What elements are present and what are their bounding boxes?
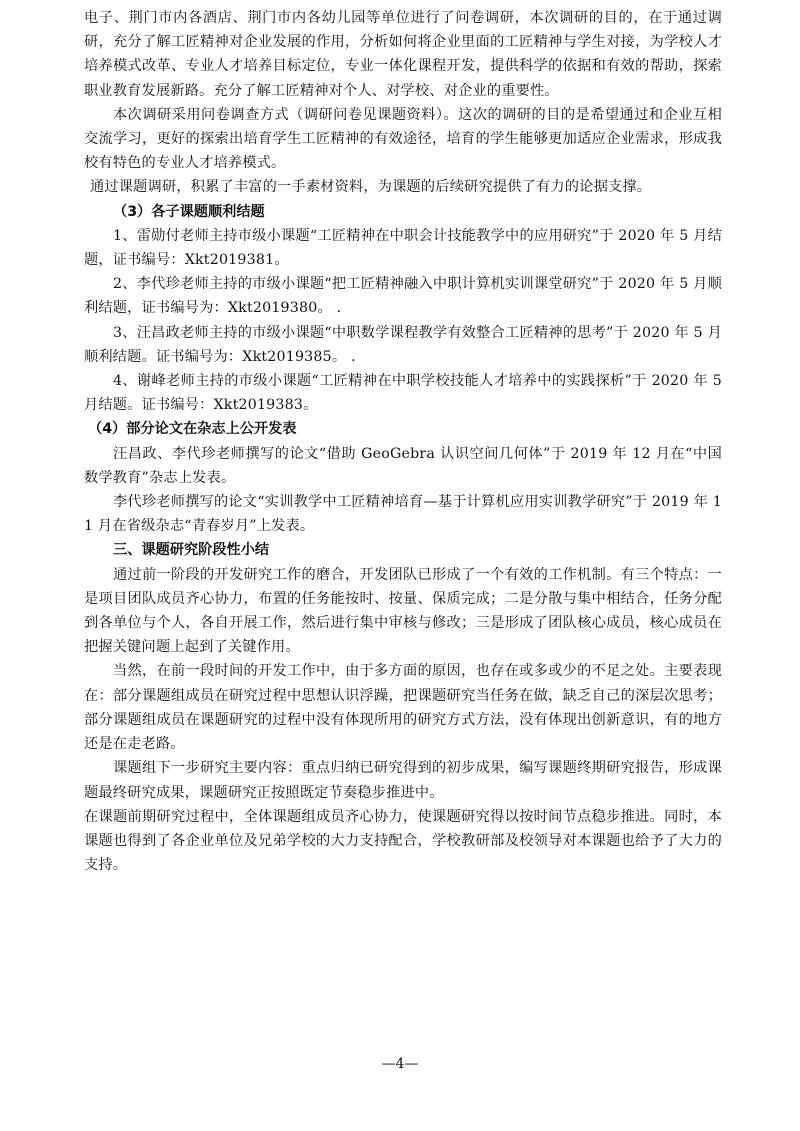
- paragraph-summary-mechanism: 通过前一阶段的开发研究工作的磨合，开发团队已形成了一个有效的工作机制。有三个特点：一是项目团队成员齐心协力，布置的任务能按时、按量、保质完成；二是分散与集中相结合，任务分配到各单位与个人，各自开展工作，然后进行集中审核与修改；三是形成了团队核心成员，核心成员在把握关键问题上起到了关键作用。: [84, 566, 722, 656]
- list-item-subtopic-4: 4、谢峰老师主持的市级小课题“工匠精神在中职学校技能人才培养中的实践探析”于 2020 年 5 月结题。证书编号：Xkt2019383。: [84, 373, 722, 414]
- paragraph-summary-shortcomings: 当然，在前一段时间的开发工作中，由于多方面的原因，也存在或多或少的不足之处。主要表现在：部分课题组成员在研究过程中思想认识浮躁，把课题研究当任务在做，缺乏自己的深层次思考；部分课题组成员在课题研究的过程中没有体现所用的研究方式方法，没有体现出创新意识，有的地方还是在走老路。: [84, 663, 722, 753]
- paragraph-paper-2: 李代珍老师撰写的论文“实训教学中工匠精神培育—基于计算机应用实训教学研究”于 2019 年 11 月在省级杂志“青春岁月”上发表。: [84, 494, 722, 535]
- document-page: [84, 6, 722, 877]
- paragraph-summary-support: 在课题前期研究过程中，全体课题组成员齐心协力，使课题研究得以按时间节点稳步推进。同时，本课题也得到了各企业单位及兄弟学校的大力支持配合，学校教研部及校领导对本课题也给予了大力的支持。: [84, 808, 722, 874]
- list-item-subtopic-3: 3、汪昌政老师主持的市级小课题“中职数学课程教学有效整合工匠精神的思考”于 2020 年 5 月顺利结题。证书编号为：Xkt2019385。 .: [84, 324, 722, 365]
- paragraph-survey-method: 本次调研采用问卷调查方式（调研问卷见课题资料）。这次的调研的目的是希望通过和企业互相交流学习，更好的探索出培育学生工匠精神的有效途径，培育的学生能够更加适应企业需求，形成我校有特色的专业人才培养模式。: [84, 106, 722, 172]
- heading-papers-published: （4）部分论文在杂志上公开发表: [88, 421, 297, 438]
- paragraph-survey-result: 通过课题调研，积累了丰富的一手素材资料，为课题的后续研究提供了有力的论据支撑。: [90, 179, 652, 196]
- list-item-subtopic-2: 2、李代珍老师主持的市级小课题“把工匠精神融入中职计算机实训课堂研究”于 2020 年 5 月顺利结题，证书编号为：Xkt2019380。 .: [84, 276, 722, 317]
- heading-subtopics-completed: （3）各子课题顺利结题: [113, 203, 265, 220]
- list-item-subtopic-1: 1、雷勋付老师主持市级小课题“工匠精神在中职会计技能教学中的应用研究”于 2020 年 5 月结题，证书编号：Xkt2019381。: [84, 227, 722, 269]
- page-number: —4—: [381, 1056, 419, 1072]
- paragraph-survey-intro: 电子、荆门市内各酒店、荆门市内各幼儿园等单位进行了问卷调研，本次调研的目的，在于通过调研，充分了解工匠精神对企业发展的作用，分析如何将企业里面的工匠精神与学生对接，为学校人才培养模式改革、专业人才培养目标定位，专业一体化课程开发，提供科学的依据和有效的帮助，探索职业教育发展新路。充分了解工匠精神对个人、对学校、对企业的重要性。: [84, 10, 722, 99]
- paragraph-summary-next-steps: 课题组下一步研究主要内容：重点归纳已研究得到的初步成果，编写课题终期研究报告，形成课题最终研究成果，课题研究正按照既定节奏稳步推进中。: [84, 760, 722, 801]
- paragraph-paper-1: 汪昌政、李代珍老师撰写的论文“借助 GeoGebra 认识空间几何体”于 2019 年 12 月在“中国数学教育”杂志上发表。: [84, 445, 722, 486]
- heading-stage-summary: 三、课题研究阶段性小结: [113, 542, 270, 559]
